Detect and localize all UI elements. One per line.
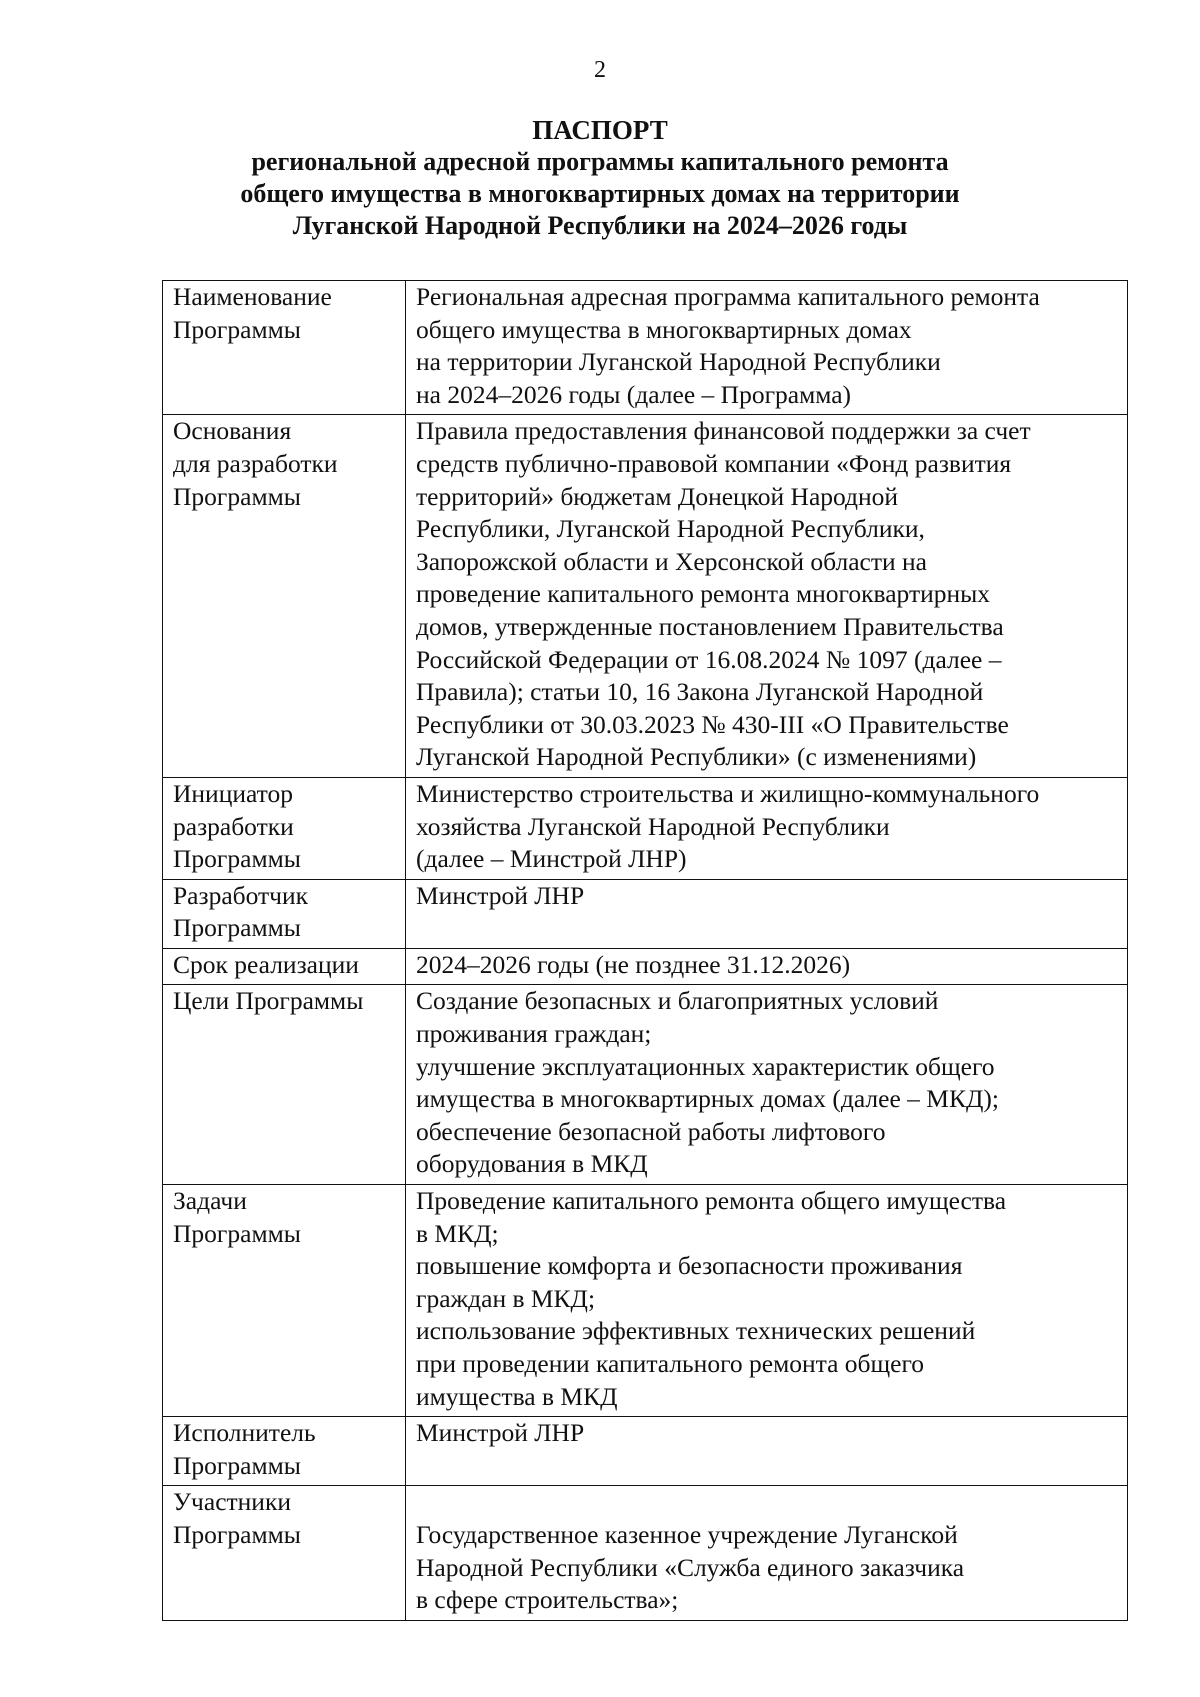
row-label-line: Основания (173, 416, 292, 446)
row-value-line: хозяйства Луганской Народной Республики (416, 811, 890, 841)
passport-row (163, 1185, 1128, 1417)
row-label-line: Программы (173, 1519, 301, 1549)
row-value-cell (406, 948, 1128, 985)
passport-row (163, 1486, 1128, 1620)
row-value-line: общего имущества в многоквартирных домах (416, 314, 912, 344)
row-label-line: Цели Программы (173, 986, 364, 1016)
row-value-line: при проведении капитального ремонта общего (416, 1349, 925, 1378)
row-value-cell (406, 1486, 1128, 1620)
title-line: Луганской Народной Республики на 2024–2026 годы (292, 211, 908, 240)
row-value-line: Региональная адресная программа капитального ремонта (416, 282, 1040, 311)
row-value-line: территорий» бюджетам Донецкой Народной (416, 481, 899, 511)
passport-row (163, 985, 1128, 1185)
row-value-line: 2024–2026 годы (не позднее 31.12.2026) (416, 949, 851, 979)
row-value-line: обеспечение безопасной работы лифтового (416, 1116, 886, 1146)
row-value-line: на территории Луганской Народной Республики (416, 347, 941, 377)
row-label-cell (163, 879, 406, 948)
title-heading: ПАСПОРТ (532, 115, 668, 145)
row-value-line: имущества в многоквартирных домах (далее – МКД); (416, 1084, 999, 1114)
row-label-line: Наименование (173, 282, 332, 311)
row-value-line: граждан в МКД; (416, 1283, 596, 1313)
row-label-line: Программы (173, 1218, 301, 1248)
row-value-line: Запорожской области и Херсонской области на (416, 546, 927, 576)
row-label-cell (163, 415, 406, 778)
row-value-line: Луганской Народной Республики» (с изменениями) (416, 742, 977, 772)
row-value-line: Государственное казенное учреждение Луганской (416, 1519, 958, 1549)
row-value-line: (далее – Минстрой ЛНР) (416, 844, 687, 874)
row-label-line: Программы (173, 481, 301, 511)
row-label-line: Программы (173, 1450, 301, 1480)
row-value-line: на 2024–2026 годы (далее – Программа) (416, 379, 852, 409)
row-value-line: Создание безопасных и благоприятных условий (416, 986, 939, 1016)
title-line: общего имущества в многоквартирных домах на территории (240, 179, 960, 208)
passport-row (163, 879, 1128, 948)
row-label-line: Программы (173, 314, 301, 344)
row-label-line: разработки (173, 811, 294, 841)
passport-row (163, 415, 1128, 778)
row-value-line: проведение капитального ремонта многоквартирных (416, 579, 991, 609)
row-value-line: оборудования в МКД (416, 1149, 648, 1179)
row-value-line: средств публично-правовой компании «Фонд развития (416, 448, 1012, 478)
row-label-line: Разработчик (173, 880, 309, 910)
row-value-line: Минстрой ЛНР (416, 880, 585, 910)
row-label-cell (163, 985, 406, 1185)
row-label-line: Инициатор (173, 778, 293, 808)
row-value-line: повышение комфорта и безопасности проживания (416, 1251, 963, 1281)
passport-row (163, 1417, 1128, 1486)
row-value-line: улучшение эксплуатационных характеристик общего (416, 1051, 995, 1081)
row-label-line: Участники (173, 1487, 291, 1517)
row-label-line: для разработки (173, 448, 338, 478)
row-value-line: Российской Федерации от 16.08.2024 № 1097 (далее – (416, 644, 1002, 674)
passport-table (162, 280, 1128, 1621)
row-value-line: Республики от 30.03.2023 № 430-III «О Правительстве (416, 709, 1009, 739)
row-value-line: домов, утвержденные постановлением Правительства (416, 611, 1004, 641)
row-value-line: проживания граждан; (416, 1019, 652, 1049)
row-value-cell (406, 1417, 1128, 1486)
row-value-cell (406, 777, 1128, 879)
row-label-line: Срок реализации (173, 949, 359, 979)
passport-row (163, 281, 1128, 415)
row-value-cell (406, 415, 1128, 778)
passport-row (163, 777, 1128, 879)
row-value-line: Правила предоставления финансовой поддержки за счет (416, 416, 1031, 446)
row-value-cell (406, 281, 1128, 415)
row-value-line: Республики, Луганской Народной Республики, (416, 514, 925, 544)
document-title (0, 114, 1200, 242)
row-value-cell (406, 879, 1128, 948)
row-value-cell (406, 1185, 1128, 1417)
row-value-line: Министерство строительства и жилищно-коммунального (416, 778, 1040, 808)
row-label-line: Программы (173, 844, 301, 874)
row-label-cell (163, 777, 406, 879)
row-label-cell (163, 948, 406, 985)
row-value-line: Народной Республики «Служба единого заказчика (416, 1552, 965, 1582)
row-value-line: в МКД; (416, 1218, 499, 1248)
row-label-line: Программы (173, 913, 301, 943)
row-value-cell (406, 985, 1128, 1185)
row-value-line: использование эффективных технических решений (416, 1316, 976, 1346)
row-label-line: Задачи (173, 1186, 247, 1216)
row-label-cell (163, 281, 406, 415)
passport-row (163, 948, 1128, 985)
row-value-line: Минстрой ЛНР (416, 1418, 585, 1448)
passport-table-body (163, 281, 1128, 1621)
row-label-cell (163, 1486, 406, 1620)
row-label-cell (163, 1417, 406, 1486)
row-label-cell (163, 1185, 406, 1417)
row-value-line: Проведение капитального ремонта общего имущества (416, 1186, 1007, 1216)
row-value-line (416, 1486, 1119, 1519)
page-number: 2 (594, 57, 606, 83)
row-value-line: Правила); статьи 10, 16 Закона Луганской Народной (416, 677, 984, 707)
row-value-line: в сфере строительства»; (416, 1585, 679, 1615)
title-line: региональной адресной программы капитального ремонта (251, 147, 949, 176)
row-label-line: Исполнитель (173, 1418, 316, 1448)
row-value-line: имущества в МКД (416, 1381, 618, 1411)
